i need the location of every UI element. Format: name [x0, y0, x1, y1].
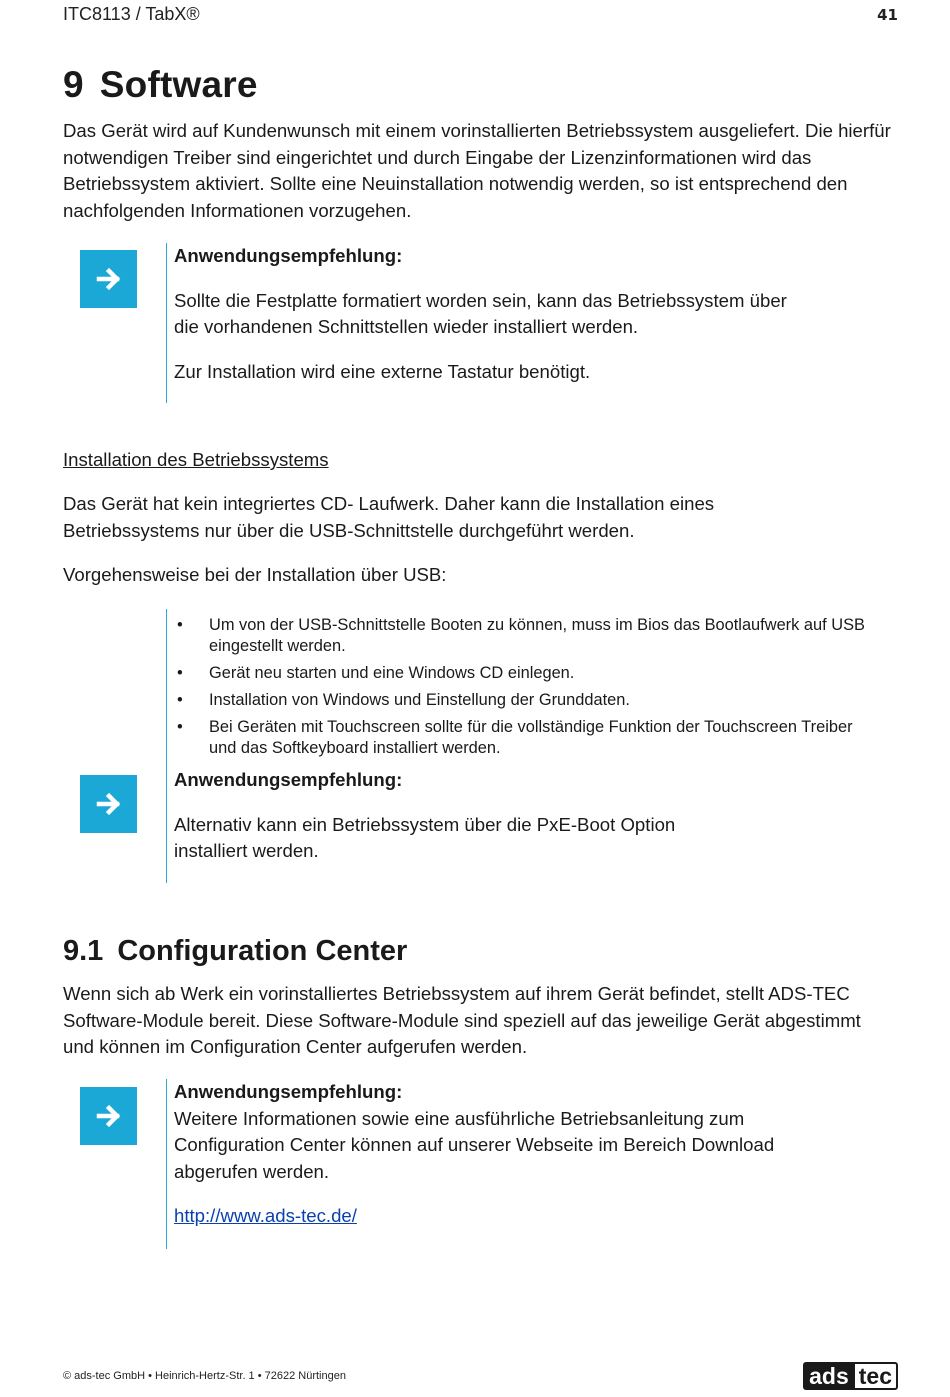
list-item-text: Gerät neu starten und eine Windows CD einlegen. — [209, 664, 575, 682]
note-box-2 — [166, 767, 874, 883]
note-box-1 — [166, 243, 874, 403]
bullet-icon: • — [177, 664, 183, 682]
subsection-heading — [63, 935, 407, 968]
note-box-3 — [166, 1079, 874, 1249]
section-title: Software — [99, 64, 258, 105]
list-item — [167, 690, 867, 711]
section-number: 9 — [63, 64, 84, 105]
note-text: Alternativ kann ein Betriebssystem über die PxE-Boot Option installiert werden. — [174, 813, 676, 861]
list-item — [167, 615, 867, 657]
install-heading: Installation des Betriebssystems — [63, 449, 329, 470]
section-heading — [63, 64, 258, 106]
list-item-text: Um von der USB-Schnittstelle Booten zu können, muss im Bios das Bootlaufwerk auf USB eingestellt werden. — [209, 616, 865, 655]
footer-address: © ads-tec GmbH • Heinrich-Hertz-Str. 1 • 72622 Nürtingen — [63, 1370, 346, 1382]
bullet-icon: • — [177, 616, 183, 634]
note-text: Zur Installation wird eine externe Tastatur benötigt. — [174, 360, 591, 382]
note-heading: Anwendungsempfehlung: — [174, 245, 403, 266]
subsection-number: 9.1 — [63, 935, 104, 967]
company-logo: ads tec — [803, 1362, 898, 1390]
note-heading: Anwendungsempfehlung: — [174, 769, 403, 790]
list-item-text: Installation von Windows und Einstellung der Grunddaten. — [209, 691, 630, 709]
bullet-icon: • — [177, 718, 183, 736]
usb-intro: Vorgehensweise bei der Installation über USB: — [63, 564, 447, 585]
install-text: Das Gerät hat kein integriertes CD- Laufwerk. Daher kann die Installation eines Betriebssystems nur über die USB-Schnittstelle durchgeführt werden. — [63, 493, 715, 541]
arrow-right-icon — [80, 775, 137, 833]
website-link[interactable]: http://www.ads-tec.de/ — [174, 1205, 357, 1226]
install-steps-list — [166, 609, 867, 767]
note-heading: Anwendungsempfehlung: — [174, 1081, 403, 1102]
section-intro: Das Gerät wird auf Kundenwunsch mit einem vorinstallierten Betriebssystem ausgeliefert. Die hierfür notwendigen Treiber sind eingerichtet und durch Eingabe der Lizenzinformationen wird das Betriebssystem aktiviert. Sollte eine Neuinstallation notwendig werden, so ist entsprechend den nachfolgenden Informationen vorzugehen. — [63, 120, 891, 221]
note-text: Sollte die Festplatte formatiert worden sein, kann das Betriebssystem über die vorhandenen Schnittstellen wieder installiert werden. — [174, 289, 787, 337]
arrow-right-icon — [80, 250, 137, 308]
note-text: Weitere Informationen sowie eine ausführliche Betriebsanleitung zum Configuration Center können auf unserer Webseite im Bereich Download abgerufen werden. — [174, 1107, 775, 1182]
page-number: 41 — [877, 6, 898, 24]
doc-title: ITC8113 / TabX® — [63, 4, 200, 24]
arrow-right-icon — [80, 1087, 137, 1145]
list-item — [167, 717, 867, 759]
bullet-icon: • — [177, 691, 183, 709]
subsection-intro: Wenn sich ab Werk ein vorinstalliertes Betriebssystem auf ihrem Gerät befindet, stellt ADS-TEC Software-Module bereit. Diese Software-Module sind speziell auf das jeweilige Gerät abgestimmt und können im Configuration Center aufgerufen werden. — [63, 983, 861, 1057]
list-item-text: Bei Geräten mit Touchscreen sollte für die vollständige Funktion der Touchscreen Treiber und das Softkeyboard installiert werden. — [209, 718, 853, 757]
subsection-title: Configuration Center — [117, 935, 408, 967]
list-item — [167, 663, 867, 684]
